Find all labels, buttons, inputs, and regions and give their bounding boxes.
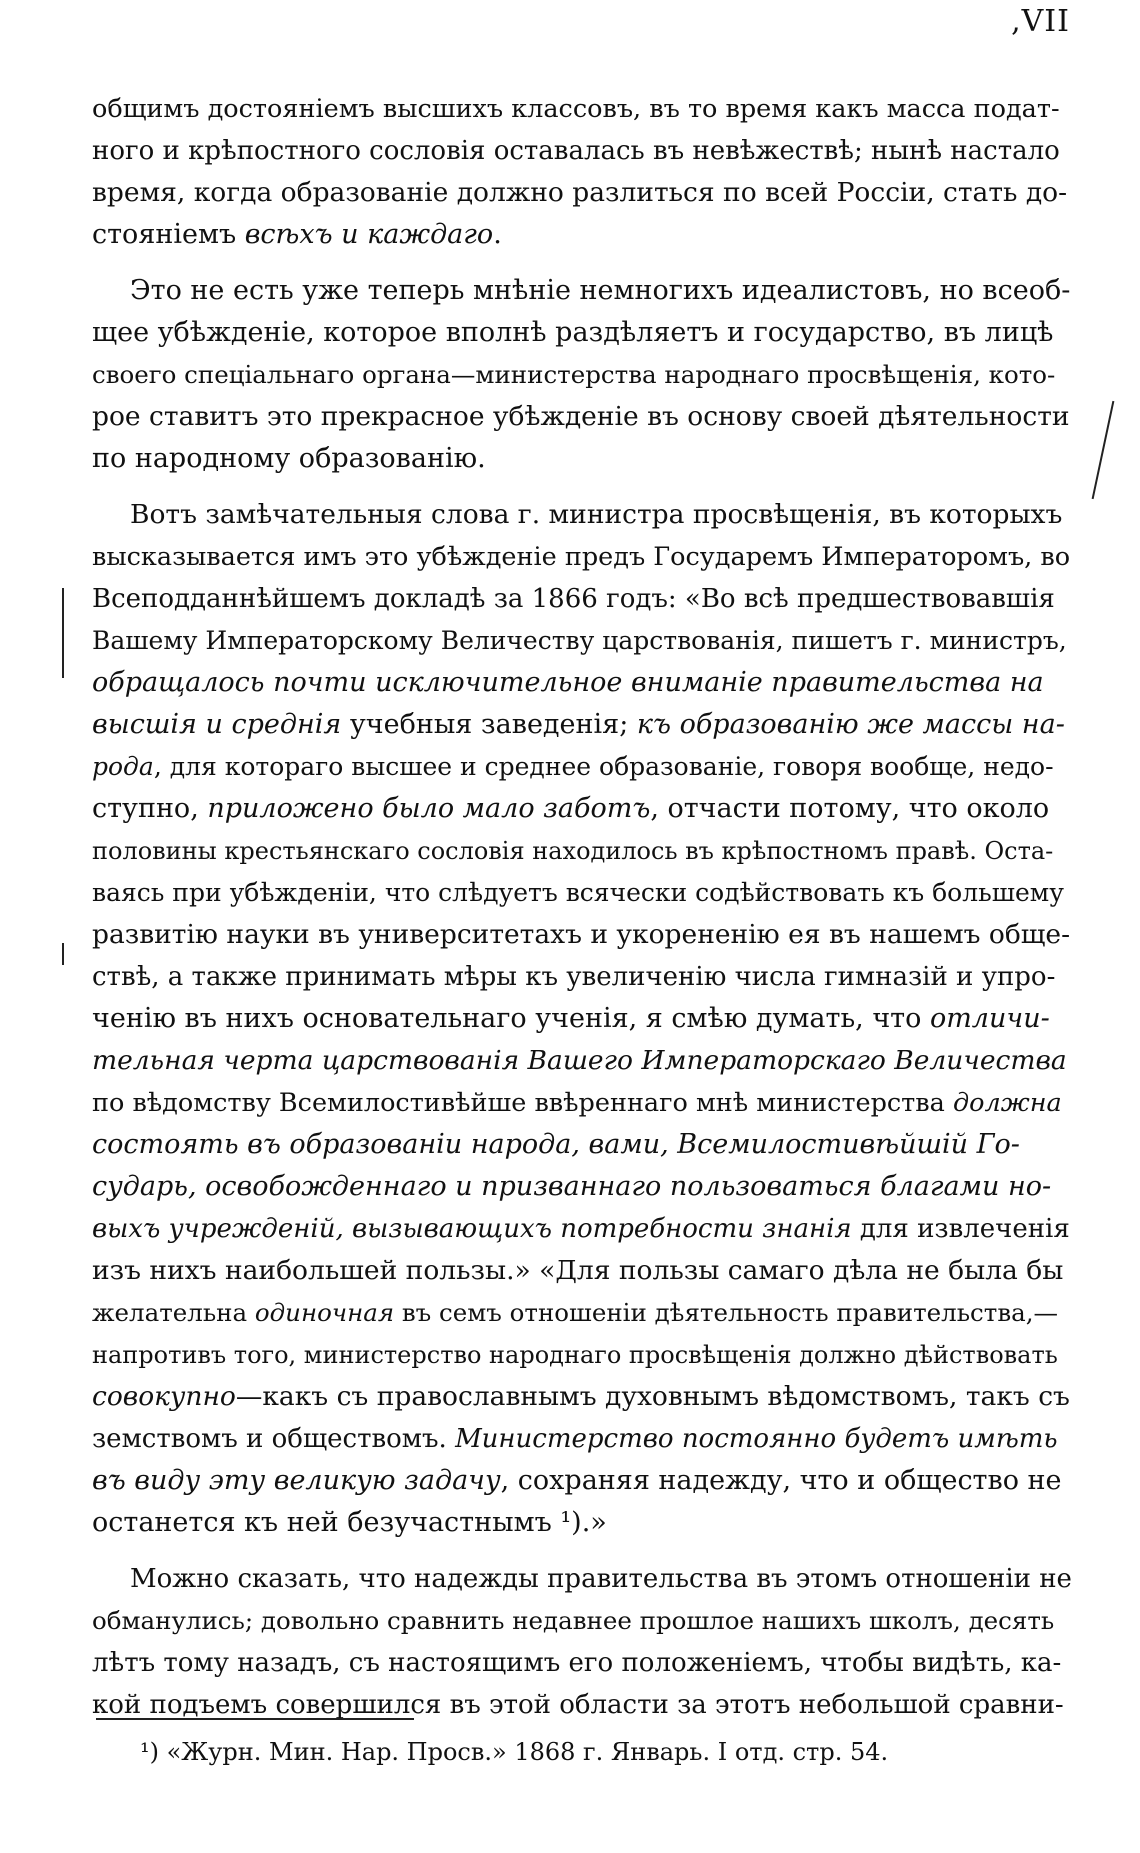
text-span: ваясь при убѣжденіи, что слѣдуетъ всячески содѣйствовать къ большему [92, 878, 1064, 907]
paragraph-gap [92, 256, 1072, 270]
text-line [92, 1292, 1072, 1334]
italic-span: одиночная [254, 1298, 395, 1327]
text-line [92, 1208, 1072, 1250]
text-span: ствѣ, а также принимать мѣры къ увеличенію числа гимназій и упро- [92, 962, 1056, 992]
text-span: по вѣдомству Всемилостивѣйше ввѣреннаго мнѣ министерства [92, 1088, 953, 1118]
text-line [92, 1600, 1072, 1642]
text-span: общимъ достояніемъ высшихъ классовъ, въ то время какъ масса подат- [92, 94, 1060, 124]
page-number: ,VII [1011, 4, 1070, 39]
italic-span: всѣхъ и каждаго [244, 219, 494, 250]
italic-span: приложено было мало заботъ [207, 793, 651, 824]
text-span: высказывается имъ это убѣжденіе предъ Государемъ Императоромъ, во [92, 542, 1071, 572]
text-span: для извлеченія [851, 1214, 1070, 1244]
text-line [92, 354, 1072, 396]
text-line [92, 312, 1072, 354]
text-span: земствомъ и обществомъ. [92, 1424, 456, 1454]
text-line [92, 956, 1072, 998]
text-line [92, 130, 1072, 172]
text-span: рое ставитъ это прекрасное убѣжденіе въ основу своей дѣятельности [92, 401, 1070, 432]
footnote: ¹) «Журн. Мин. Нар. Просв.» 1868 г. Январь. I отд. стр. 54. [140, 1738, 889, 1766]
italic-span: высшія и среднія [92, 709, 342, 740]
text-line [92, 746, 1072, 788]
text-line [92, 214, 1072, 256]
italic-span: къ образованію же массы на- [636, 709, 1065, 740]
italic-span: состоять въ образованіи народа, вами, Всемилостивѣйшій Го- [92, 1129, 1020, 1160]
text-line [92, 1250, 1072, 1292]
italic-span: Министерство постоянно будетъ имѣть [455, 1424, 1058, 1454]
text-span: . [493, 219, 502, 250]
text-line [92, 438, 1072, 480]
text-line [92, 704, 1072, 746]
text-span: Можно сказать, что надежды правительства въ этомъ отношеніи не [130, 1564, 1072, 1594]
italic-span: совокупно [92, 1381, 236, 1412]
text-line [92, 1082, 1072, 1124]
italic-span: рода [92, 752, 154, 781]
text-span: напротивъ того, министерство народнаго просвѣщенія должно дѣйствовать [92, 1341, 1058, 1369]
text-span: учебныя заведенія; [341, 709, 637, 740]
text-line [92, 396, 1072, 438]
text-line [92, 830, 1072, 872]
text-span: , сохраняя надежду, что и общество не [500, 1465, 1062, 1496]
text-line [92, 788, 1072, 830]
text-span: желательна [92, 1298, 255, 1327]
paragraph-gap [92, 1544, 1072, 1558]
margin-mark-left-2 [62, 943, 64, 965]
footnote-rule [96, 1718, 414, 1720]
text-span: щее убѣжденіе, которое вполнѣ раздѣляетъ и государство, въ лицѣ [92, 317, 1054, 348]
text-line [92, 1334, 1072, 1376]
italic-span: обращалось почти исключительное вниманіе правительства на [92, 667, 1044, 698]
text-span: обманулись; довольно сравнить недавнее прошлое нашихъ школъ, десять [92, 1606, 1055, 1635]
text-span: лѣтъ тому назадъ, съ настоящимъ его положеніемъ, чтобы видѣть, ка- [92, 1648, 1062, 1678]
text-span: Это не есть уже теперь мнѣніе немногихъ идеалистовъ, но всеоб- [130, 275, 1071, 306]
text-line [92, 494, 1072, 536]
margin-mark-left [62, 588, 64, 678]
body-text [92, 88, 1072, 1726]
text-line [92, 172, 1072, 214]
text-span: Всеподданнѣйшемъ докладѣ за 1866 годъ: «Во всѣ предшествовавшія [92, 584, 1055, 614]
text-line [92, 578, 1072, 620]
text-line [92, 1040, 1072, 1082]
text-line [92, 270, 1072, 312]
text-line [92, 998, 1072, 1040]
text-span: кой подъемъ совершился въ этой области за этотъ небольшой сравни- [92, 1690, 1064, 1720]
text-line [92, 536, 1072, 578]
paragraph-gap [92, 480, 1072, 494]
text-span: половины крестьянскаго сословія находилось въ крѣпостномъ правѣ. Оста- [92, 837, 1054, 865]
text-span: своего спеціальнаго органа—министерства народнаго просвѣщенія, кото- [92, 360, 1056, 389]
text-line [92, 1502, 1072, 1544]
text-span: ченію въ нихъ основательнаго ученія, я смѣю думать, что [92, 1003, 930, 1034]
text-span: останется къ ней безучастнымъ ¹).» [92, 1507, 607, 1538]
italic-span: тельная черта царствованія Вашего Императорскаго Величества [92, 1045, 1067, 1076]
text-span: ного и крѣпостного сословія оставалась въ невѣжествѣ; нынѣ настало [92, 136, 1060, 166]
text-line [92, 1376, 1072, 1418]
text-span: стояніемъ [92, 219, 245, 250]
text-line [92, 1642, 1072, 1684]
text-span: время, когда образованіе должно разлиться по всей Россіи, стать до- [92, 177, 1068, 208]
text-span: въ семъ отношеніи дѣятельность правительства,— [394, 1298, 1059, 1327]
text-line [92, 872, 1072, 914]
text-span: изъ нихъ наибольшей пользы.» «Для пользы самаго дѣла не была бы [92, 1255, 1064, 1286]
italic-span: отличи- [929, 1003, 1050, 1034]
text-span: Вотъ замѣчательныя слова г. министра просвѣщенія, въ которыхъ [130, 499, 1063, 530]
italic-span: въ виду эту великую задачу [92, 1465, 501, 1496]
text-line [92, 1558, 1072, 1600]
text-line [92, 88, 1072, 130]
text-line [92, 1124, 1072, 1166]
text-span: развитію науки въ университетахъ и укорененію ея въ нашемъ обще- [92, 919, 1071, 950]
italic-span: выхъ учрежденій, вызывающихъ потребности знанія [92, 1214, 852, 1244]
text-span: —какъ съ православнымъ духовнымъ вѣдомствомъ, такъ съ [235, 1381, 1070, 1412]
italic-span: сударь, освобожденнаго и призваннаго пользоваться благами но- [92, 1171, 1052, 1202]
text-line [92, 1460, 1072, 1502]
text-span: ступно, [92, 793, 208, 824]
italic-span: должна [952, 1088, 1062, 1118]
text-line [92, 620, 1072, 662]
margin-mark-right [1092, 401, 1115, 499]
text-span: по народному образованію. [92, 443, 486, 474]
text-line [92, 1166, 1072, 1208]
text-span: Вашему Императорскому Величеству царствованія, пишетъ г. министръ, [92, 626, 1067, 655]
text-line [92, 662, 1072, 704]
text-line [92, 1418, 1072, 1460]
text-span: , для котораго высшее и среднее образованіе, говоря вообще, недо- [153, 752, 1054, 781]
text-line [92, 914, 1072, 956]
text-span: , отчасти потому, что около [650, 793, 1050, 824]
